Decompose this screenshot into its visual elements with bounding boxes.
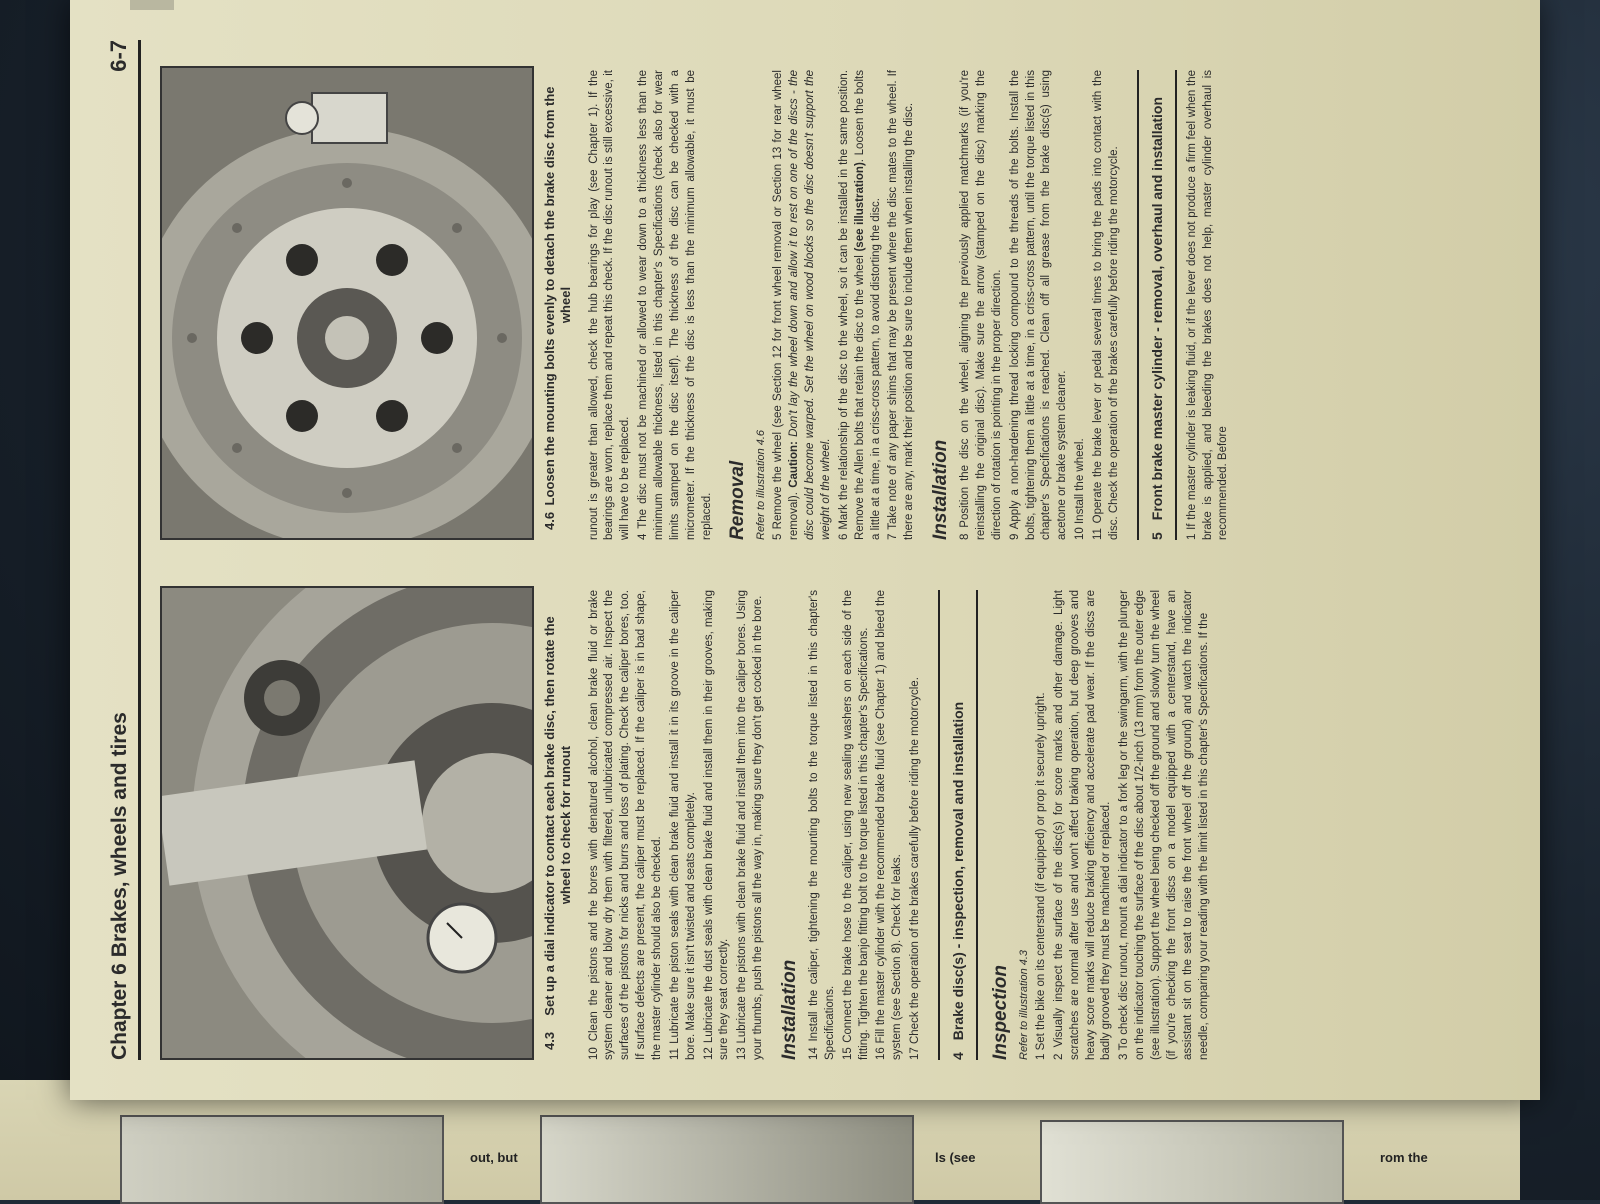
- subheading-installation: Installation: [930, 439, 952, 540]
- paragraph: 13 Lubricate the pistons with clean brake fluid and install them into the caliper bores. Using your thumbs, push the pistons all the way in, making sure they don't get cocked in the bore.: [736, 590, 765, 1060]
- illustration-reference: Refer to illustration 4.6: [755, 429, 768, 540]
- section-title: Front brake master cylinder - removal, overhaul and installation: [1148, 96, 1165, 521]
- paragraph: [771, 70, 834, 540]
- section-number: 5: [1148, 532, 1165, 540]
- paragraph: 9 Apply a non-hardening thread locking compound to the threads of the bolts. Install the bolts, tightening them a little at a time, in a criss-cross pattern, until the torque listed in this chapter's Specifications is reached. Clean off all grease from the brake disc(s) using acetone or brake system cleaner.: [1008, 70, 1069, 540]
- caution-label: Caution:: [788, 441, 801, 488]
- adjacent-page-photo: [120, 1115, 444, 1204]
- subheading-removal: Removal: [727, 460, 749, 540]
- paragraph: 11 Operate the brake lever or pedal several times to bring the pads into contact with the disc. Check the operation of the brakes carefully before riding the motorcycle.: [1091, 70, 1120, 540]
- figure-number: 4.6: [542, 511, 557, 530]
- paragraph: 4 The disc must not be machined or allowed to wear down to a thickness less than the minimum allowable thickness, listed in this chapter's Specifications (check also for wear limits stamped on the disc itself). The thickness of the disc can be checked with a micrometer. If the thickness of the disc is less than the minimum allowable, it must be replaced.: [637, 70, 713, 540]
- adjacent-page-text: rom the: [1380, 1150, 1428, 1165]
- figure-caption: [542, 600, 575, 1050]
- figure-photo-brake-disc: [160, 66, 534, 540]
- figure-caption-text: Loosen the mounting bolts evenly to detach the brake disc from the wheel: [542, 86, 574, 506]
- paragraph: 1 Set the bike on its centerstand (if equipped) or prop it securely upright.: [1034, 692, 1047, 1060]
- paragraph-text: . Loosen the bolts a little at a time, in a criss-cross pattern, to avoid distorting the disc.: [853, 69, 882, 540]
- paragraph: 16 Fill the master cylinder with the recommended brake fluid (see Chapter 1) and bleed the system (see Section 8). Check for leaks.: [875, 590, 904, 1060]
- subheading-inspection: Inspection: [989, 964, 1011, 1060]
- caution-text: Don't lay the wheel down and allow it to rest on one of the discs - the disc could become warped. Set the wheel on wood blocks so the disc doesn't support the weight of the wheel.: [788, 70, 832, 540]
- section-number: 4: [949, 1052, 966, 1060]
- adjacent-page-text: ls (see: [935, 1150, 976, 1165]
- adjacent-page-text: out, but: [470, 1150, 518, 1165]
- paragraph: runout is greater than allowed, check the hub bearings for play (see Chapter 1). If the bearings are worn, replace them and repeat this check. If the disc runout is still excessive, it will have to be replaced.: [587, 70, 632, 540]
- running-title: Chapter 6 Brakes, wheels and tires: [108, 712, 131, 1060]
- paragraph: 3 To check disc runout, mount a dial indicator to a fork leg or the swingarm, with the plunger on the indicator touching the surface of the disc about 1/2-inch (13 mm) from the outer edge (see illustration). Support the wheel being checked off the ground and slowly turn the wheel (if you're checking the front discs on a model equipped with a centerstand, have an assistant sit on the seat to raise the front wheel off the ground) and watch the indicator needle, comparing your reading with the limit listed in this chapter's Specifications. If the: [1118, 590, 1210, 1060]
- figure-number: 4.3: [542, 1031, 557, 1050]
- paragraph: 15 Connect the brake hose to the caliper, using new sealing washers on each side of the fitting. Tighten the banjo fitting bolt to the torque listed in this chapter's Specifications.: [841, 590, 870, 1060]
- figure-caption-text: Set up a dial indicator to contact each brake disc, then rotate the wheel to check for runout: [542, 616, 574, 1016]
- paragraph: 17 Check the operation of the brakes carefully before riding the motorcycle.: [909, 677, 922, 1060]
- paragraph: 10 Clean the pistons and the bores with denatured alcohol, clean brake fluid or brake system cleaner and blow dry them with filtered, unlubricated compressed air. Inspect the surfaces of the pistons for nicks and burrs and loss of plating. Check the caliper bores, too. If surface defects are present, the caliper must be replaced. If the caliper is in bad shape, the master cylinder should also be checked.: [587, 590, 663, 1060]
- paragraph: 11 Lubricate the piston seals with clean brake fluid and install it in its groove in the caliper bore. Make sure it isn't twisted and seats completely.: [668, 590, 697, 1060]
- section-title: Brake disc(s) - inspection, removal and installation: [949, 701, 966, 1041]
- page-number: 6-7: [106, 40, 131, 72]
- page-header: [98, 40, 141, 1060]
- adjacent-page-photo: [1040, 1120, 1344, 1204]
- subheading-installation: Installation: [778, 959, 800, 1060]
- paragraph: 14 Install the caliper, tightening the mounting bolts to the torque listed in this chapter's Specifications.: [807, 590, 836, 1060]
- section-heading: [1137, 70, 1177, 540]
- paragraph-text: 6 Mark the relationship of the disc to the wheel, so it can be installed in the same position. Remove the Allen bolts that retain the disc to the wheel: [837, 70, 866, 540]
- paragraph-text: 5 Remove the wheel (see Section 12 for front wheel removal or Section 13 for rear wheel removal).: [772, 70, 801, 540]
- paragraph: 7 Take note of any paper shims that may be present where the disc mates to the wheel. If there are any, mark their position and be sure to include them when installing the disc.: [887, 70, 916, 540]
- figure-caption: [542, 80, 575, 530]
- paragraph: 12 Lubricate the dust seals with clean brake fluid and install them in their grooves, making sure they seat correctly.: [702, 590, 731, 1060]
- paragraph: 1 If the master cylinder is leaking fluid, or if the lever does not produce a firm feel when the brake is applied, and bleeding the brakes does not help, master cylinder overhaul is recommended. Before: [1185, 70, 1230, 540]
- paragraph: 10 Install the wheel.: [1074, 438, 1087, 540]
- paragraph: 8 Position the disc on the wheel, aligning the previously applied matchmarks (if you're reinstalling the original disc). Make sure the arrow (stamped on the disc) marking the direction of rotation is pointing in the proper direction.: [959, 70, 1003, 540]
- paragraph: 2 Visually inspect the surface of the disc(s) for score marks and other damage. Light scratches are normal after use and won't affect braking operation, but deep grooves and heavy score marks will reduce braking efficiency and accelerate pad wear. If the discs are badly grooved they must be machined or replaced.: [1052, 590, 1113, 1060]
- right-column: [160, 70, 1234, 540]
- left-column: [160, 590, 1214, 1060]
- chapter-tab: [130, 0, 174, 10]
- paragraph: [837, 70, 885, 540]
- figure-photo-dial-indicator: [160, 586, 534, 1060]
- illustration-link: (see illustration): [853, 162, 866, 252]
- adjacent-page-photo: [540, 1115, 914, 1204]
- manual-page: [40, 0, 1560, 1080]
- manual-page-content: [70, 0, 1540, 1100]
- illustration-reference: Refer to illustration 4.3: [1017, 949, 1030, 1060]
- section-heading: [938, 590, 978, 1060]
